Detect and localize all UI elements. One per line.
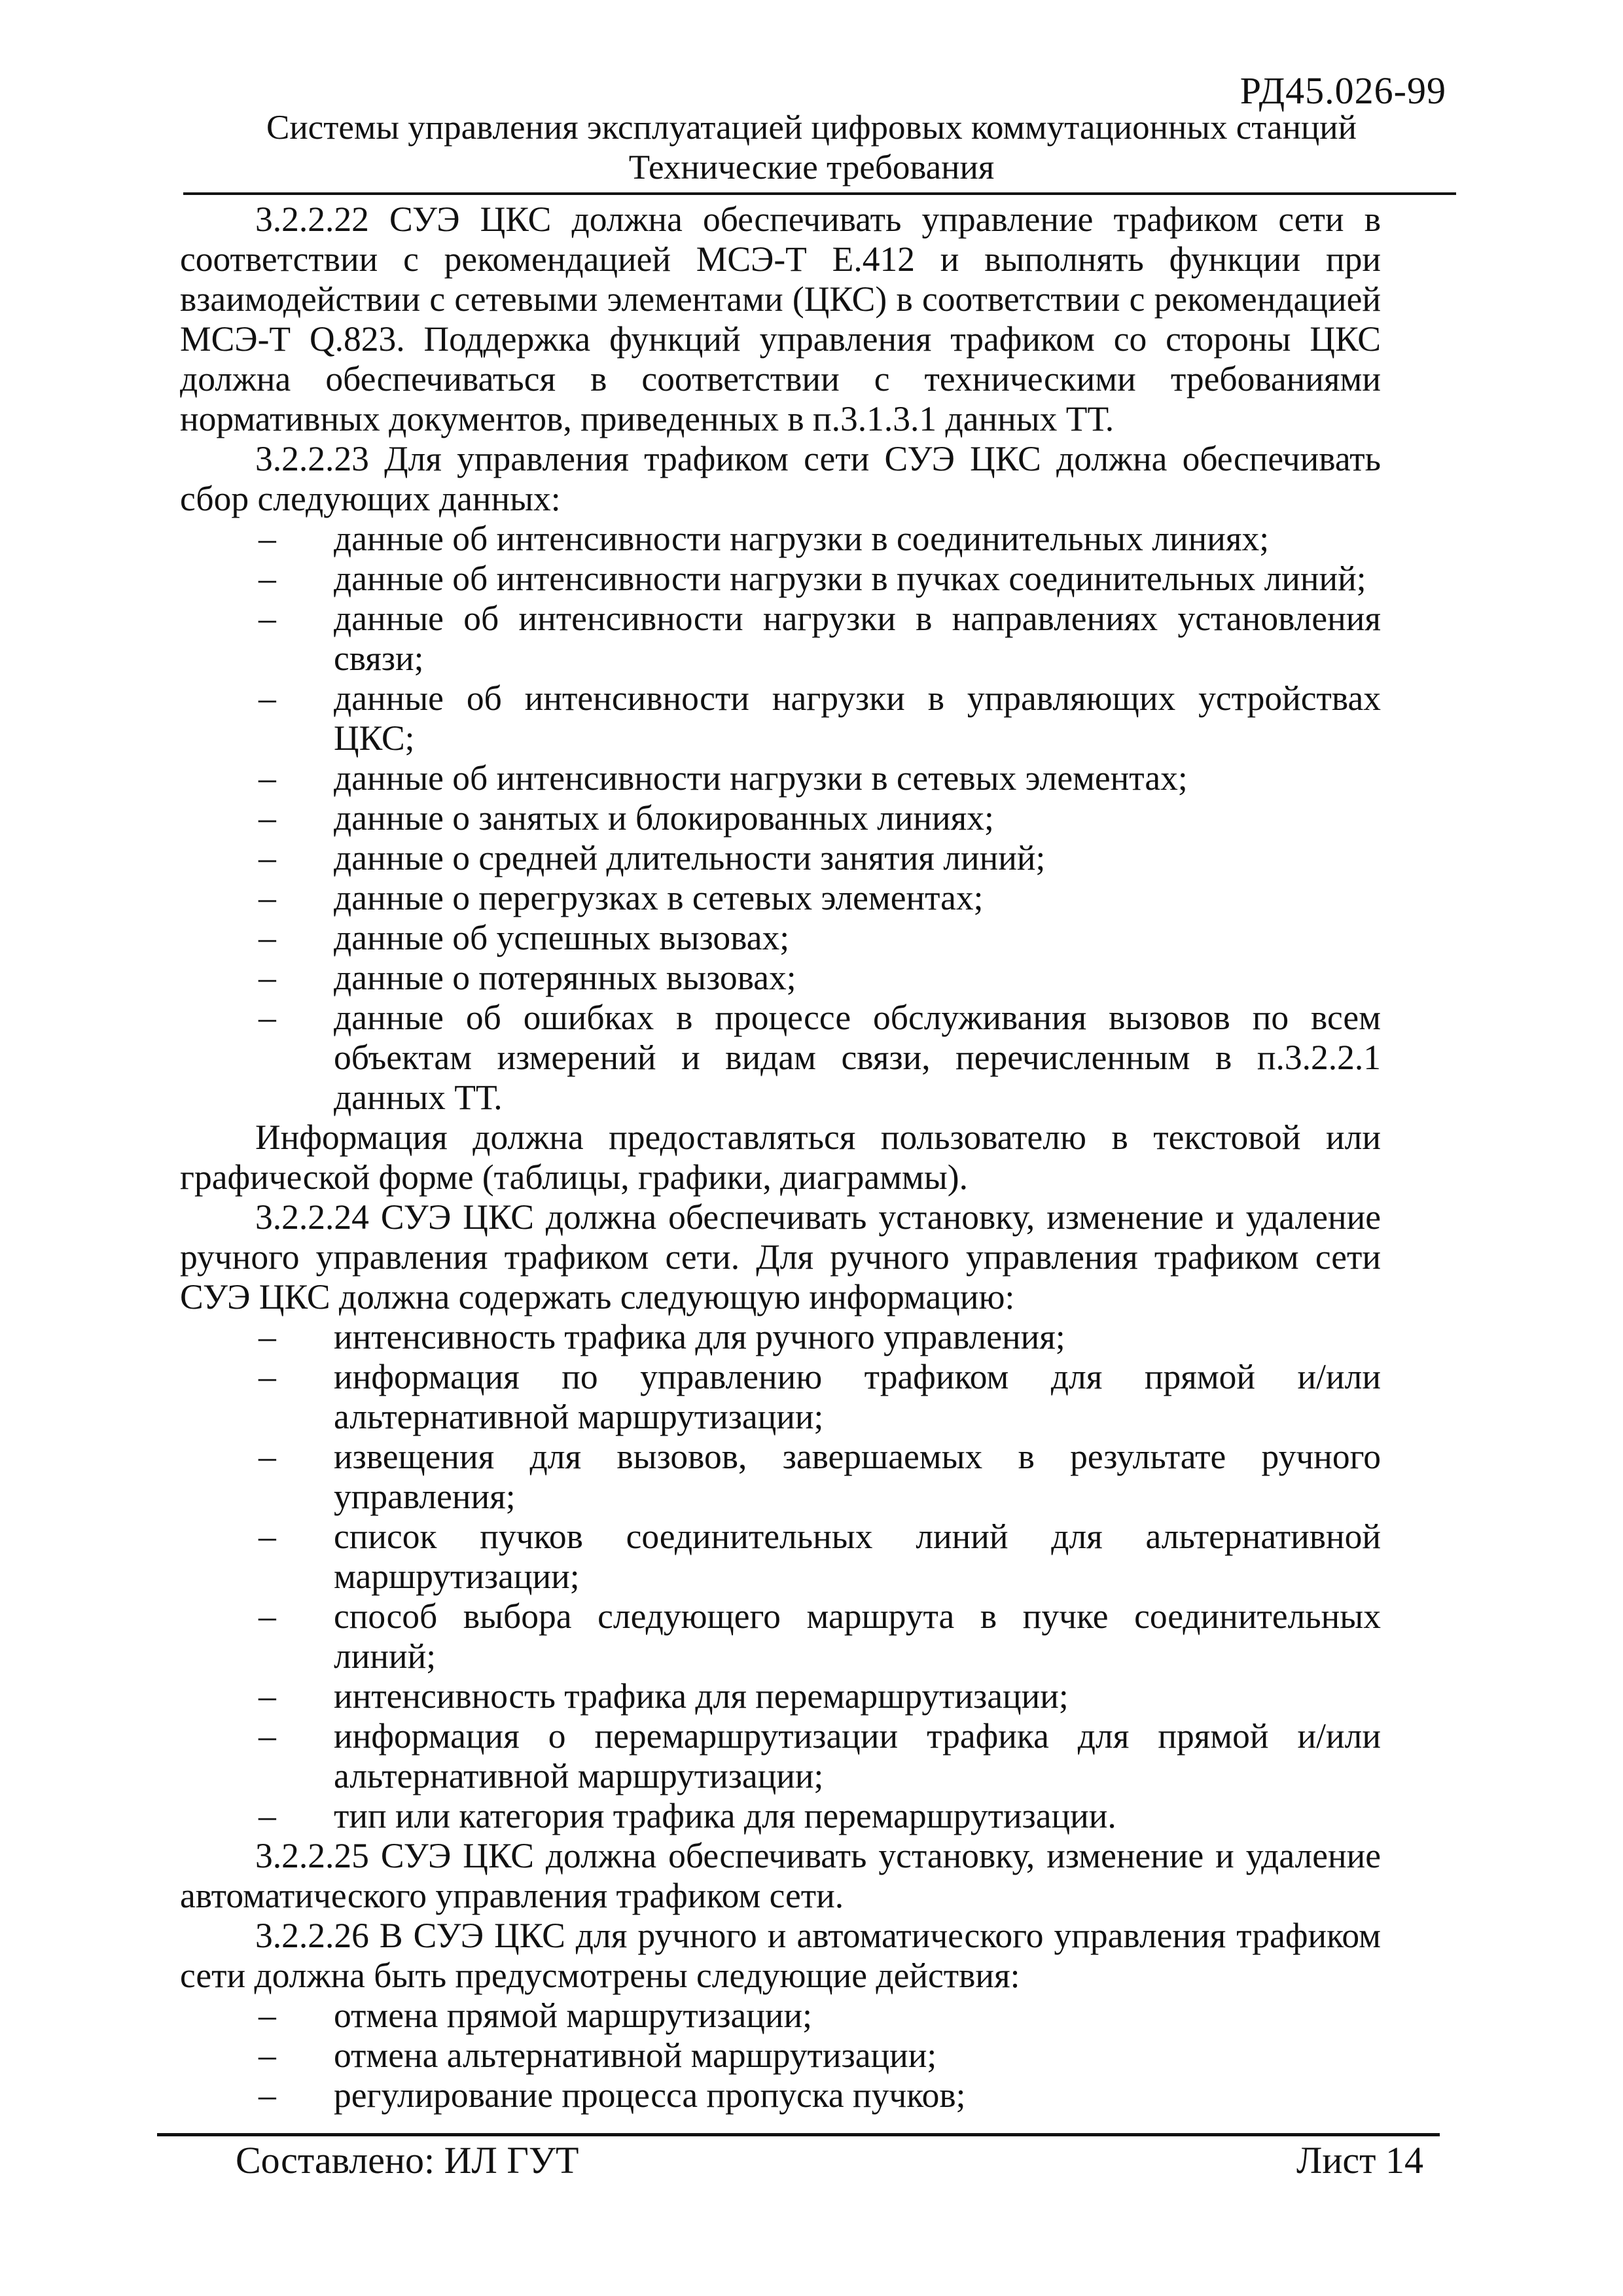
dash-bullet: – bbox=[259, 599, 276, 638]
list-item: – данные об интенсивности нагрузки в пучках соединительных линий; bbox=[259, 559, 1366, 598]
dash-bullet: – bbox=[259, 958, 276, 997]
dash-bullet: – bbox=[259, 519, 276, 558]
footer-divider bbox=[157, 2133, 1440, 2136]
header-subtitle: Технические требования bbox=[628, 149, 995, 186]
header-divider bbox=[183, 192, 1456, 195]
list-item: – информация о перемаршрутизации трафика для прямой и/или альтернативной маршрутизации; bbox=[259, 1716, 1381, 1795]
dash-bullet: – bbox=[259, 918, 276, 957]
dash-bullet: – bbox=[259, 998, 276, 1037]
dash-bullet: – bbox=[259, 1317, 276, 1356]
dash-bullet: – bbox=[259, 1437, 276, 1476]
list-3-2-2-24 bbox=[180, 1317, 1381, 1836]
list-item: – данные об интенсивности нагрузки в направлениях установления связи; bbox=[259, 599, 1381, 678]
list-item: – данные о перегрузках в сетевых элементах; bbox=[259, 878, 984, 917]
dash-bullet: – bbox=[259, 679, 276, 718]
paragraph-3-2-2-22: 3.2.2.22 СУЭ ЦКС должна обеспечивать управление трафиком сети в соответствии с рекомендацией МСЭ-Т Е.412 и выполнять функции при взаимодействии с сетевыми элементами (ЦКС) в соответствии с рекомендацией МСЭ-Т Q.823. Поддержка функций управления трафиком со стороны ЦКС должна обеспечиваться в соответствии с техническими требованиями нормативных документов, приведенных в п.3.1.3.1 данных ТТ. bbox=[180, 200, 1381, 438]
footer-compiled-by: Составлено: ИЛ ГУТ bbox=[236, 2139, 579, 2181]
list-item: – данные о средней длительности занятия линий; bbox=[259, 838, 1046, 877]
paragraph-3-2-2-23-intro: 3.2.2.23 Для управления трафиком сети СУЭ ЦКС должна обеспечивать сбор следующих данных: bbox=[180, 439, 1381, 518]
list-item: – извещения для вызовов, завершаемых в результате ручного управления; bbox=[259, 1437, 1381, 1516]
footer-sheet-number: Лист 14 bbox=[1296, 2139, 1423, 2181]
list-3-2-2-23 bbox=[180, 519, 1381, 1118]
dash-bullet: – bbox=[259, 838, 276, 877]
list-item: – тип или категория трафика для перемаршрутизации. bbox=[259, 1796, 1116, 1835]
list-item: – интенсивность трафика для перемаршрутизации; bbox=[259, 1676, 1069, 1716]
list-item: – данные об интенсивности нагрузки в соединительных линиях; bbox=[259, 519, 1270, 558]
dash-bullet: – bbox=[259, 798, 276, 838]
dash-bullet: – bbox=[259, 1517, 276, 1556]
paragraph-3-2-2-24-intro: 3.2.2.24 СУЭ ЦКС должна обеспечивать установку, изменение и удаление ручного управления трафиком сети. Для ручного управления трафиком сети СУЭ ЦКС должна содержать следующую информацию: bbox=[180, 1197, 1381, 1316]
list-3-2-2-26 bbox=[180, 1996, 1381, 2115]
list-item: – способ выбора следующего маршрута в пучке соединительных линий; bbox=[259, 1597, 1381, 1676]
paragraph-info-note: Информация должна предоставляться пользователю в текстовой или графической форме (таблицы, графики, диаграммы). bbox=[180, 1118, 1381, 1197]
list-item: – отмена альтернативной маршрутизации; bbox=[259, 2036, 937, 2075]
dash-bullet: – bbox=[259, 758, 276, 798]
list-item: – данные о занятых и блокированных линиях; bbox=[259, 798, 994, 838]
list-item: – данные об интенсивности нагрузки в сетевых элементах; bbox=[259, 758, 1188, 798]
list-item: – данные об интенсивности нагрузки в управляющих устройствах ЦКС; bbox=[259, 679, 1381, 758]
dash-bullet: – bbox=[259, 2036, 276, 2075]
document-body bbox=[180, 200, 1381, 2115]
dash-bullet: – bbox=[259, 1357, 276, 1396]
paragraph-3-2-2-25: 3.2.2.25 СУЭ ЦКС должна обеспечивать установку, изменение и удаление автоматического управления трафиком сети. bbox=[180, 1836, 1381, 1915]
dash-bullet: – bbox=[259, 1676, 276, 1716]
dash-bullet: – bbox=[259, 1796, 276, 1835]
dash-bullet: – bbox=[259, 1716, 276, 1756]
list-item: – информация по управлению трафиком для прямой и/или альтернативной маршрутизации; bbox=[259, 1357, 1381, 1436]
dash-bullet: – bbox=[259, 1996, 276, 2035]
header-title: Системы управления эксплуатацией цифровых коммутационных станций bbox=[266, 109, 1357, 147]
dash-bullet: – bbox=[259, 2075, 276, 2115]
dash-bullet: – bbox=[259, 878, 276, 917]
list-item: – данные об ошибках в процессе обслуживания вызовов по всем объектам измерений и видам связи, перечисленным в п.3.2.2.1 данных ТТ. bbox=[259, 998, 1381, 1117]
list-item: – интенсивность трафика для ручного управления; bbox=[259, 1317, 1065, 1356]
document-code: РД45.026-99 bbox=[1240, 69, 1446, 112]
list-item: – регулирование процесса пропуска пучков; bbox=[259, 2075, 966, 2115]
dash-bullet: – bbox=[259, 559, 276, 598]
paragraph-3-2-2-26-intro: 3.2.2.26 В СУЭ ЦКС для ручного и автоматического управления трафиком сети должна быть предусмотрены следующие действия: bbox=[180, 1916, 1381, 1995]
list-item: – данные об успешных вызовах; bbox=[259, 918, 790, 957]
dash-bullet: – bbox=[259, 1597, 276, 1636]
list-item: – отмена прямой маршрутизации; bbox=[259, 1996, 813, 2035]
list-item: – данные о потерянных вызовах; bbox=[259, 958, 796, 997]
list-item: – список пучков соединительных линий для альтернативной маршрутизации; bbox=[259, 1517, 1381, 1596]
